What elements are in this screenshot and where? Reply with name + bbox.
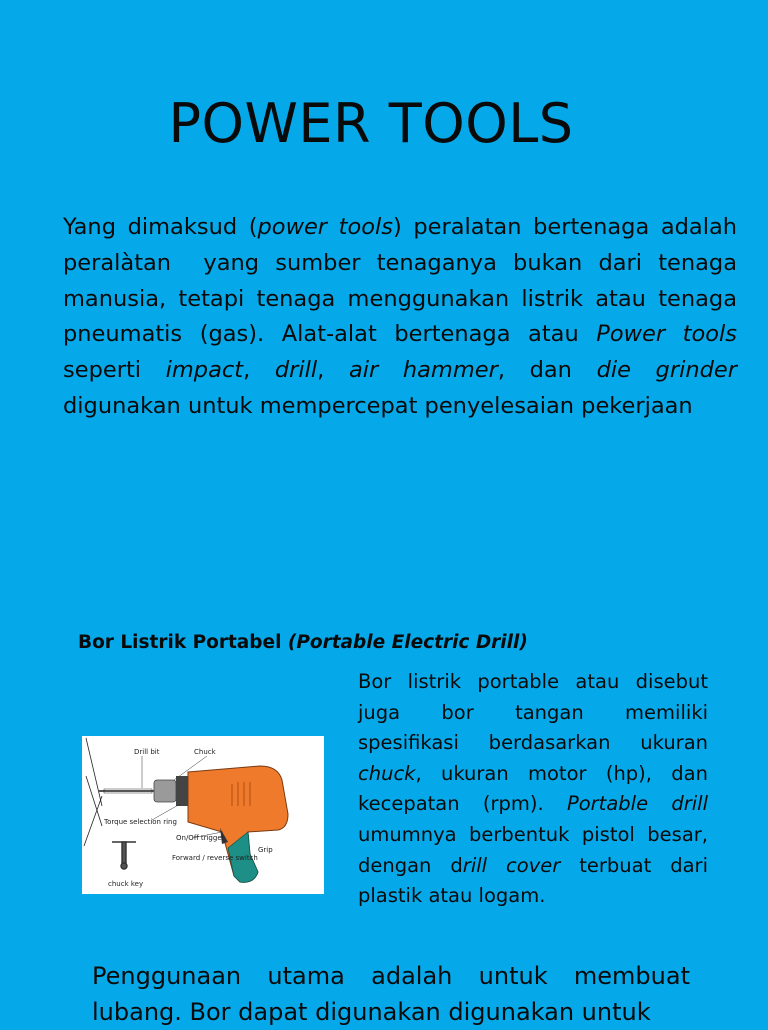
label-trigger: On/Off trigger bbox=[176, 834, 225, 842]
drill-illustration bbox=[82, 736, 324, 894]
intro-text: ) peralatan bertenaga adalah peralàtan yang sumber tenaganya bukan dari tenaga manusia, tetapi tenaga menggunakan listrik atau tenaga pneumatis (gas). Alat-alat bertenaga atau bbox=[63, 214, 752, 348]
label-grip: Grip bbox=[258, 846, 273, 854]
intro-text: , bbox=[317, 357, 349, 384]
page-title: POWER TOOLS bbox=[168, 92, 574, 155]
intro-term: drill bbox=[274, 357, 318, 384]
intro-paragraph bbox=[63, 210, 752, 425]
drill-description bbox=[358, 667, 708, 912]
label-chuck: Chuck bbox=[194, 748, 216, 756]
intro-text: seperti bbox=[63, 321, 745, 384]
bottom-paragraph: Penggunaan utama adalah untuk membuat lubang. Bor dapat digunakan digunakan untuk bbox=[92, 962, 690, 1026]
desc-term: chuck bbox=[358, 761, 416, 785]
label-drill-bit: Drill bit bbox=[134, 748, 160, 756]
intro-term: air hammer bbox=[348, 357, 498, 384]
intro-term: Power tools bbox=[596, 321, 737, 348]
desc-term: Portable drill bbox=[566, 792, 708, 816]
intro-text: , dan bbox=[497, 357, 597, 384]
desc-term: rill cover bbox=[462, 853, 561, 877]
intro-term: power tools bbox=[257, 214, 393, 240]
label-torque: Torque selection ring bbox=[104, 818, 177, 826]
section-heading-italic: (Portable Electric Drill) bbox=[287, 632, 528, 653]
desc-text: Bor listrik portable atau disebut juga bor tangan memiliki spesifikasi berdasarkan ukuran bbox=[358, 670, 708, 755]
intro-text: , bbox=[243, 357, 275, 384]
section-heading bbox=[78, 632, 528, 653]
chuck-key-shape bbox=[112, 842, 136, 869]
intro-term: die grinder bbox=[596, 357, 737, 384]
desc-text: , ukuran motor (hp), dan kecepatan (rpm). bbox=[358, 761, 708, 816]
desc-text: umumnya berbentuk pistol besar, dengan d bbox=[358, 822, 708, 877]
desc-text: terbuat dari plastik atau logam. bbox=[358, 853, 708, 908]
label-chuck-key: chuck key bbox=[108, 880, 144, 888]
torque-ring-shape bbox=[176, 776, 188, 806]
intro-text: Yang dimaksud ( bbox=[63, 214, 258, 240]
section-heading-text: Bor Listrik Portabel bbox=[78, 632, 288, 653]
chuck-shape bbox=[154, 780, 176, 802]
label-switch: Forward / reverse switch bbox=[172, 854, 258, 862]
drill-diagram bbox=[82, 736, 324, 894]
intro-term: impact bbox=[165, 357, 244, 384]
intro-text: digunakan untuk mempercepat penyelesaian pekerjaan bbox=[63, 357, 745, 419]
